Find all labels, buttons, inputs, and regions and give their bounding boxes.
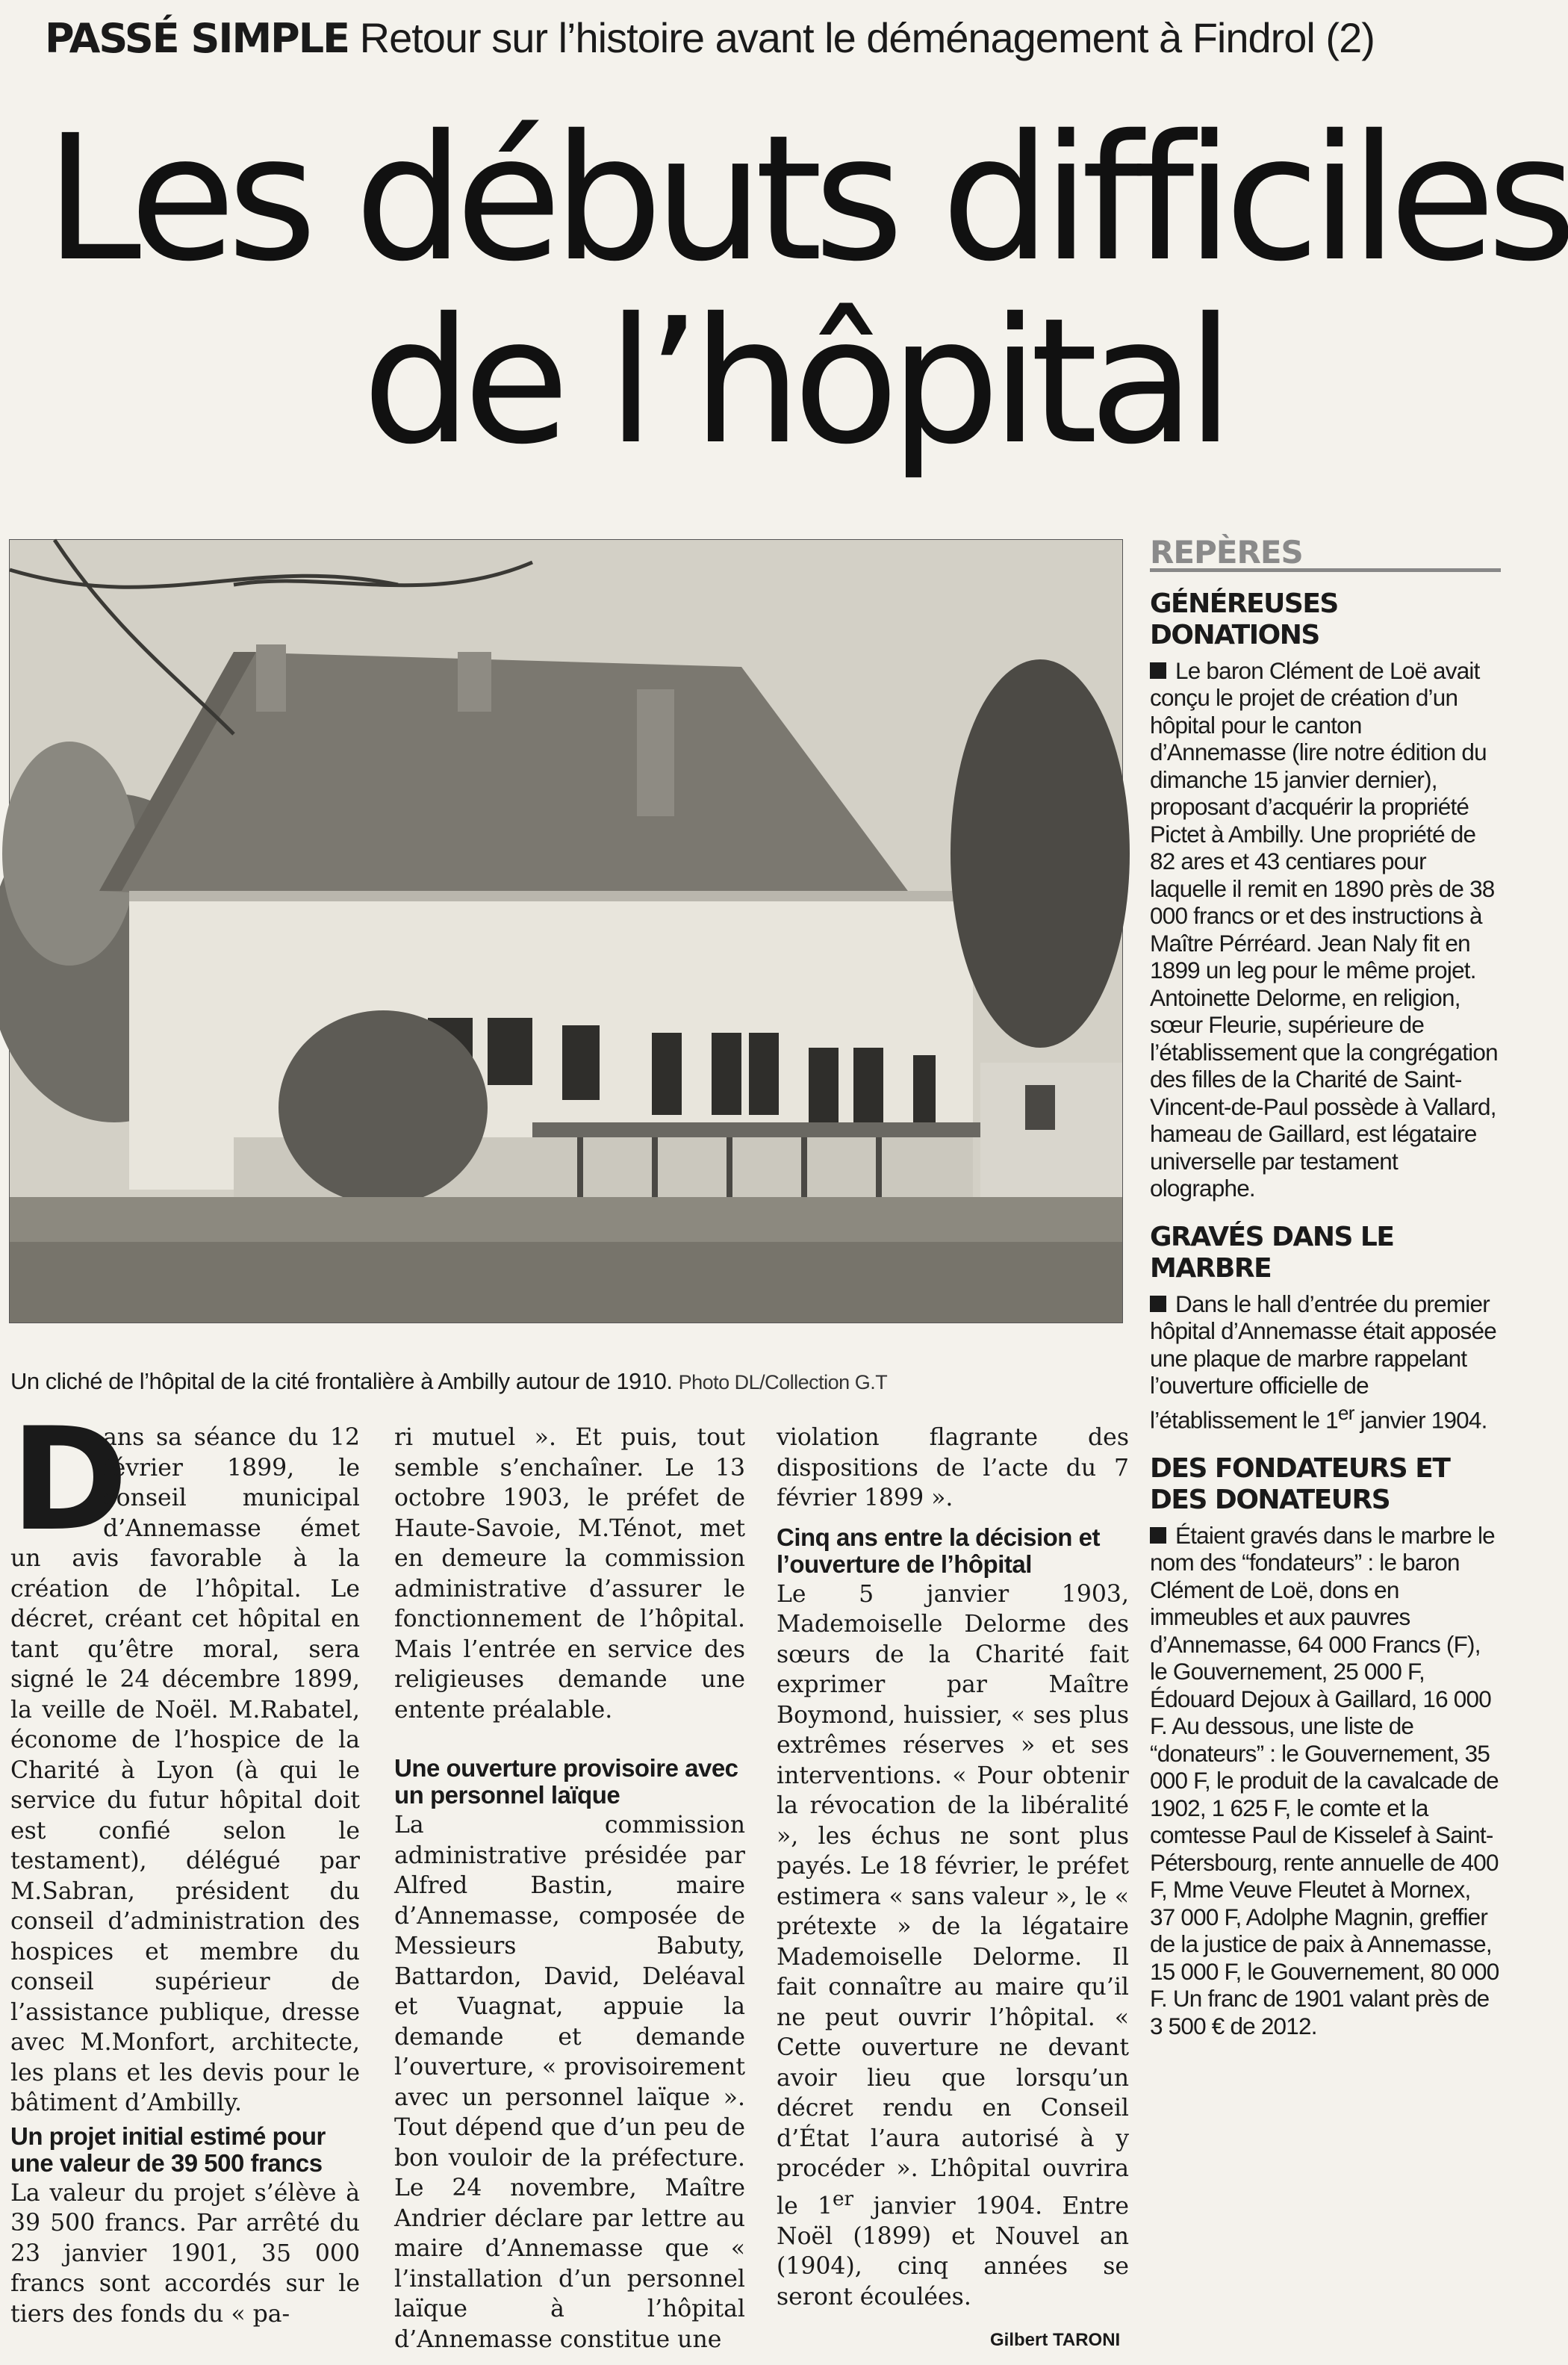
article-column-1 bbox=[10, 1397, 360, 2329]
hospital-photo bbox=[9, 539, 1123, 1323]
kicker-text: Retour sur l’histoire avant le déménagement à Findrol (2) bbox=[359, 14, 1375, 61]
sidebar-label: REPÈRES bbox=[1150, 539, 1501, 572]
subheading-ouverture-provisoire: Une ouverture provisoire avec un personnel laïque bbox=[394, 1754, 738, 1809]
kicker-tag: PASSÉ SIMPLE bbox=[45, 15, 349, 62]
article-column-2 bbox=[394, 1423, 745, 2355]
author-signature: Gilbert TARONI bbox=[990, 2330, 1121, 2350]
photo-caption bbox=[10, 1368, 1123, 1395]
article-paragraph: violation flagrante des dispositions de l’acte du 7 février 1899 ». bbox=[777, 1424, 1129, 1511]
sidebar-section-title: GRAVÉS DANS LE MARBRE bbox=[1150, 1221, 1394, 1284]
bullet-square-icon bbox=[1150, 1296, 1166, 1312]
article-paragraph: ri mutuel ». Et puis, tout semble s’enchaîner. Le 13 octobre 1903, le préfet de Haute-Savoie, M.Ténot, met en demeure la commission administrative d’assurer le fonctionnement de l’hôpital. Mais l’entrée en service des religieuses demande une entente préalable. bbox=[394, 1424, 745, 1724]
headline-line-1: Les débuts difficiles bbox=[45, 98, 1568, 299]
headline-line-2: de l’hôpital bbox=[362, 281, 1226, 482]
subheading-cinq-ans: Cinq ans entre la décision et l’ouverture de l’hôpital bbox=[777, 1523, 1100, 1578]
sidebar-section-text: Dans le hall d’entrée du premier hôpital d’Annemasse était apposée une plaque de marbre rappelant l’ouverture officielle de l’établissement le 1er janvier 1904. bbox=[1150, 1290, 1496, 1433]
sidebar-section-title: GÉNÉREUSES DONATIONS bbox=[1150, 588, 1338, 650]
paragraph-text: ans sa séance du 12 février 1899, le conseil municipal d’Annemasse émet un avis favorable à la création de l’hôpital. Le décret, créant cet hôpital en tant qu’être moral, sera signé le 24 décembre 1899, la veille de Noël. M.Rabatel, économe de l’hospice de la Charité à Lyon (à qui le service du futur hôpital doit est confié selon le testament), délégué par M.Sabran, président du conseil d’administration des hospices et membre du conseil supérieur de l’assistance publique, dresse avec M.Monfort, architecte, les plans et les devis pour le bâtiment d’Ambilly. bbox=[10, 1424, 360, 2116]
sidebar-section-title: DES FONDATEURS ET DES DONATEURS bbox=[1150, 1452, 1450, 1515]
paragraph-text: janvier 1904. Entre Noël (1899) et Nouvel an (1904), cinq années se seront écoulées. bbox=[777, 2192, 1129, 2310]
dropcap: D bbox=[10, 1397, 128, 1562]
paragraph-text: Le 5 janvier 1903, Mademoiselle Delorme des sœurs de la Charité fait exprimer par Maître Boymond, huissier, « ses plus extrêmes réserves » et ses interventions. « Pour obtenir la révocation de la libéralité », les échus ne sont plus payés. Le 18 février, le préfet estimera « sans valeur », le « prétexte » de la légataire Mademoiselle Delorme. Il fait connaître au maire qu’il ne peut ouvrir l’hôpital. « Cette ouverture ne devant avoir lieu que lorsqu’un décret rendu en Conseil d’État l’aura autorisé à y procéder ». L’hôpital ouvrira le 1 bbox=[777, 1580, 1129, 2219]
kicker bbox=[45, 13, 1463, 81]
article-paragraph: La valeur du projet s’élève à 39 500 francs. Par arrêté du 23 janvier 1901, 35 000 francs sont accordés sur le tiers des fonds du « pa- bbox=[10, 2179, 360, 2328]
bullet-square-icon bbox=[1150, 662, 1166, 679]
hospital-building-illustration bbox=[10, 540, 1122, 1323]
caption-text: Un cliché de l’hôpital de la cité frontalière à Ambilly autour de 1910. bbox=[10, 1368, 673, 1394]
article-paragraph: La commission administrative présidée par Alfred Bastin, maire d’Annemasse, composée de Messieurs Babuty, Battardon, David, Deléaval et Vuagnat, appuie la demande et demande l’ouverture, « provisoirement avec un personnel laïque ». Tout dépend que d’un peu de bon vouloir de la préfecture. Le 24 novembre, Maître Andrier déclare par lettre au maire d’Annemasse que « l’installation d’un personnel laïque à l’hôpital d’Annemasse constitue une bbox=[394, 1812, 745, 2353]
superscript: er bbox=[833, 2187, 854, 2210]
photo-credit: Photo DL/Collection G.T bbox=[678, 1371, 888, 1393]
article-paragraph bbox=[777, 1579, 1129, 2313]
article-paragraph bbox=[10, 1397, 360, 2119]
article-column-3 bbox=[777, 1423, 1129, 2312]
subheading-projet-initial: Un projet initial estimé pour une valeur de 39 500 francs bbox=[10, 2122, 326, 2177]
sidebar-reperes bbox=[1150, 534, 1501, 2059]
sidebar-section-text: Le baron Clément de Loë avait conçu le projet de création d’un hôpital pour le canton d’Annemasse (lire notre édition du dimanche 15 janvier dernier), proposant d’acquérir la propriété Pictet à Ambilly. Une propriété de 82 ares et 43 centiares pour laquelle il remit en 1890 près de 38 000 francs or et des instructions à Maître Pérréard. Jean Naly fit en 1899 un leg pour le même projet. Antoinette Delorme, en religion, sœur Fleurie, supérieure de l’établissement que la congrégation des filles de la Charité de Saint-Vincent-de-Paul possède à Vallard, hameau de Gaillard, est légataire universelle par testament olographe. bbox=[1150, 656, 1498, 1202]
superscript: er bbox=[1337, 1401, 1354, 1424]
bullet-square-icon bbox=[1150, 1527, 1166, 1544]
sidebar-section-text: Étaient gravés dans le marbre le nom des “fondateurs” : le baron Clément de Loë, dons en immeubles et aux pauvres d’Annemasse, 64 000 Francs (F), le Gouvernement, 25 000 F, Édouard Dejoux à Gaillard, 16 000 F. Au dessous, une liste de “donateurs” : le Gouvernement, 35 000 F, le produit de la cavalcade de 1902, 1 625 F, le comte et la comtesse Paul de Kisselef à Saint-Pétersbourg, rente annuelle de 400 F, Mme Veuve Fleutet à Mornex, 37 000 F, Adolphe Magnin, greffier de la justice de paix à Annemasse, 15 000 F, le Gouvernement, 80 000 F. Un franc de 1901 valant près de 3 500 € de 2012. bbox=[1150, 1521, 1499, 2039]
